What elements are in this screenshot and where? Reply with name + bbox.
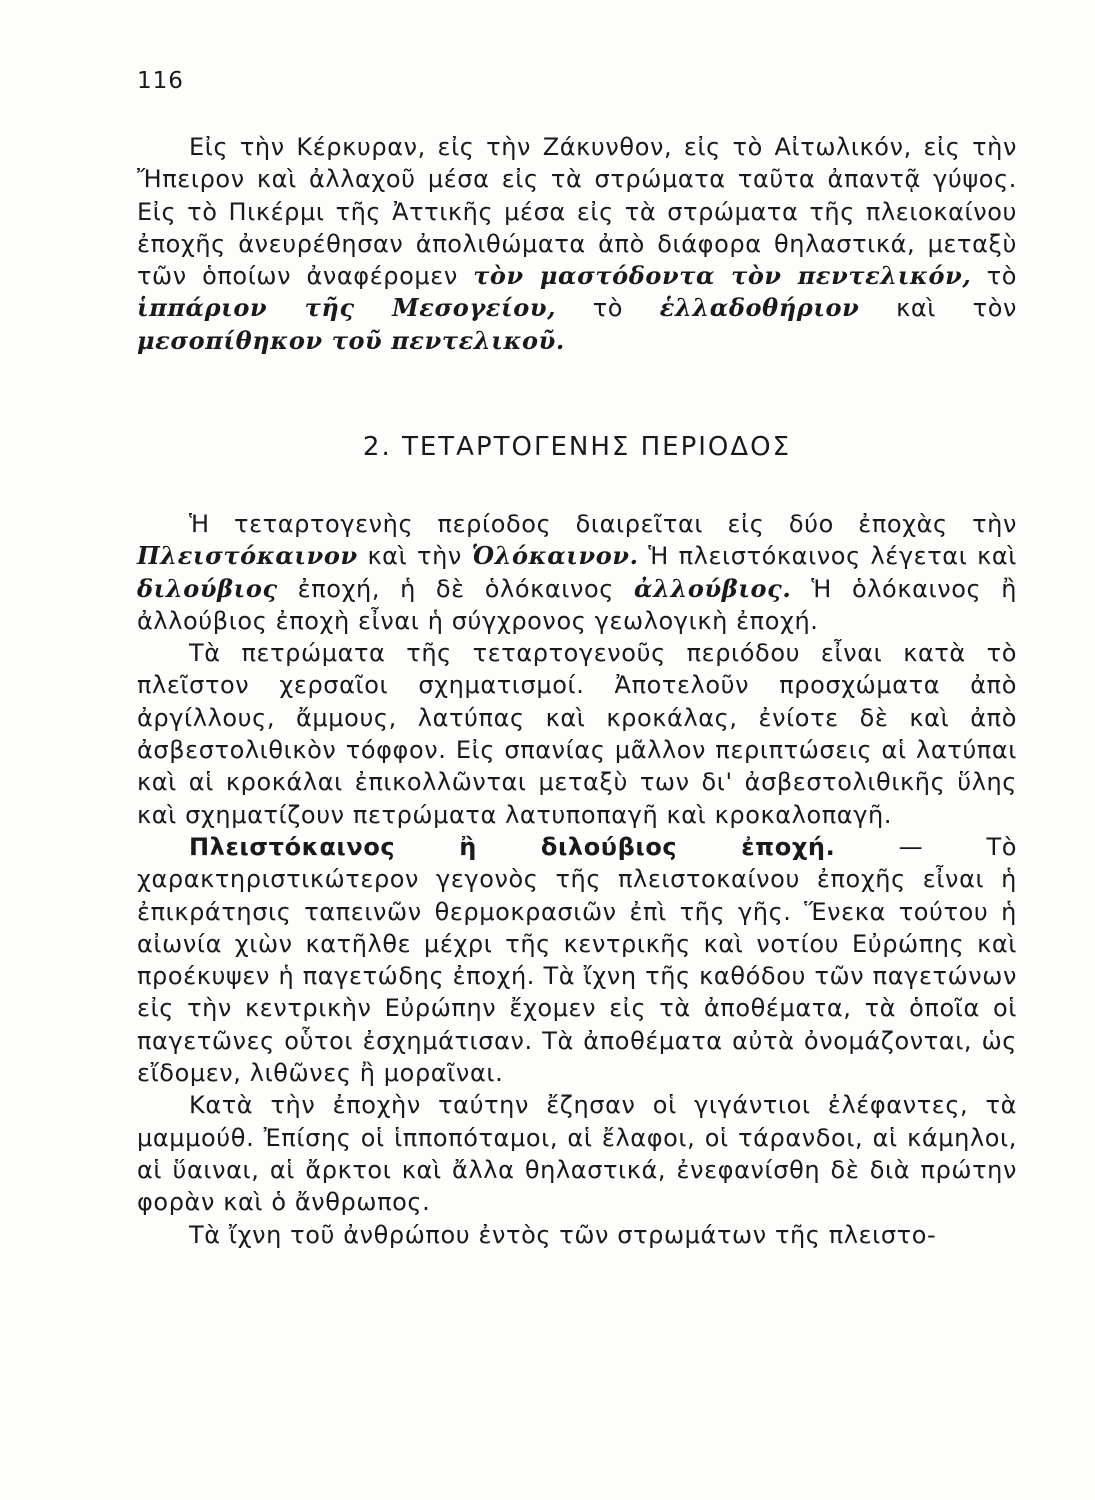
text-run: ἐποχή, ἡ δὲ ὁλόκαινος xyxy=(277,574,634,603)
section-text-block xyxy=(137,508,1017,1251)
text-run: τὸ xyxy=(971,262,1017,291)
term-mastodon: τὸν μαστόδοντα τὸν πεντελικόν, xyxy=(473,261,972,291)
term-diluvial: διλούβιος xyxy=(137,573,278,603)
paragraph-rocks: Τὰ πετρώματα τῆς τεταρτογενοῦς περιόδου εἶναι κατὰ τὸ πλεῖστον χερσαῖοι σχηματισμοί. Ἀποτελοῦν προσχώματα ἀπὸ ἀργίλλους, ἄμμους, λατύπας καὶ κροκάλας, ἐνίοτε δὲ καὶ ἀπὸ ἀσβεστολιθικὸν τόφφον. Εἰς σπανίας μᾶλλον περιπτώσεις αἱ λατύπαι καὶ αἱ κροκάλαι ἐπικολλῶνται μεταξὺ των δι' ἀσβεστολιθικῆς ὕλης καὶ σχηματίζουν πετρώματα λατυποπαγῆ καὶ κροκαλοπαγῆ. xyxy=(137,639,1017,829)
paragraph-fauna: Κατὰ τὴν ἐποχὴν ταύτην ἔζησαν οἱ γιγάντιοι ἐλέφαντες, τὰ μαμμούθ. Ἐπίσης οἱ ἱπποπόταμοι, αἱ ἔλαφοι, οἱ τάρανδοι, αἱ κάμηλοι, αἱ ὕαιναι, αἱ ἄρκτοι καὶ ἄλλα θηλαστικά, ἐνεφανίσθη δὲ διὰ πρώτην φορὰν καὶ ὁ ἄνθρωπος. xyxy=(137,1091,1017,1217)
text-run: Ἡ τεταρτογενὴς περίοδος διαιρεῖται εἰς δύο ἐποχὰς τὴν xyxy=(189,510,1017,538)
paragraph-pleistocene-epoch xyxy=(137,831,1017,1089)
section-heading: 2. ΤΕΤΑΡΤΟΓΕΝΗΣ ΠΕΡΙΟΔΟΣ xyxy=(362,432,792,462)
term-holocene: Ὁλόκαινον. xyxy=(471,541,639,571)
term-pleistocene: Πλειστόκαινον xyxy=(137,541,358,571)
text-run: τὸ xyxy=(556,294,660,323)
term-hipparion: ἱππάριον τῆς Μεσογείου, xyxy=(137,293,557,323)
paragraph-human-traces: Τὰ ἴχνη τοῦ ἀνθρώπου ἐντὸς τῶν στρωμάτων τῆς πλειστο- xyxy=(189,1220,937,1249)
term-helladotherium: ἑλλαδοθήριον xyxy=(659,293,860,323)
text-run: Ἡ πλειστόκαινος λέγεται καὶ xyxy=(638,542,1017,571)
subsection-title: Πλειστόκαινος ἢ διλούβιος ἐποχή. xyxy=(189,832,836,861)
text-run: — Τὸ χαρακτηριστικώτερον γεγονὸς τῆς πλειστοκαίνου ἐποχῆς εἶναι ἡ ἐπικράτησις ταπεινῶν θερμοκρασιῶν ἐπὶ τῆς γῆς. Ἕνεκα τούτου ἡ αἰωνία χιὼν κατῆλθε μέχρι τῆς κεντρικῆς καὶ νοτίου Εὐρώπης καὶ προέκυψεν ἡ παγετώδης ἐποχή. Τὰ ἴχνη τῆς καθόδου τῶν παγετώνων εἰς τὴν κεντρικὴν Εὐρώπην ἔχομεν εἰς τὰ ἀποθέματα, τὰ ὁποῖα οἱ παγετῶνες οὗτοι ἐσχημάτισαν. Τὰ ἀποθέματα αὐτὰ ὀνομάζονται, ὡς εἴδομεν, λιθῶνες ἢ μοραῖναι. xyxy=(137,832,1017,1088)
paragraph-period-division xyxy=(137,508,1017,637)
text-run: καὶ τὴν xyxy=(357,542,472,571)
paragraph-pikermi-fossils xyxy=(137,131,1017,357)
term-alluvial: ἀλλούβιος. xyxy=(634,573,792,603)
intro-text-block xyxy=(137,131,1017,357)
text-run: καὶ τὸν xyxy=(859,294,1018,323)
page-number: 116 xyxy=(137,68,184,94)
text-run: Εἰς τὴν Κέρκυραν, εἰς τὴν Ζάκυνθον, εἰς τὸ Αἰτωλικόν, εἰς τὴν Ἤπειρον καὶ ἀλλαχοῦ μέσα εἰς τὰ στρώματα ταῦτα ἀπαντᾷ γύψος. Εἰς τὸ Πικέρμι τῆς Ἀττικῆς μέσα εἰς τὰ στρώματα τῆς πλειοκαίνου ἐποχῆς ἀνευρέθησαν ἀπολιθώματα ἀπὸ διάφορα θηλαστικά, μεταξὺ τῶν ὁποίων ἀναφέρομεν xyxy=(137,133,1017,291)
term-mesopithecus: μεσοπίθηκον τοῦ πεντελικοῦ. xyxy=(137,325,565,355)
text-run: Ἡ ὁλόκαινος ἢ ἀλλούβιος ἐποχὴ εἶναι ἡ σύγχρονος γεωλογικὴ ἐποχή. xyxy=(137,574,1018,635)
